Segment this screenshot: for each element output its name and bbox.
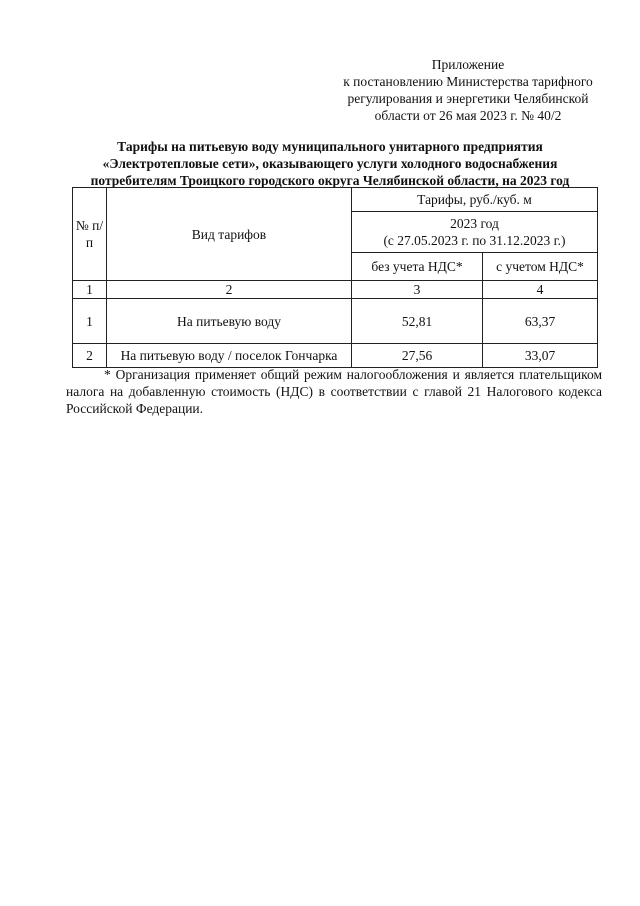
- appendix-line: области от 26 мая 2023 г. № 40/2: [374, 108, 562, 123]
- appendix-line: регулирования и энергетики Челябинской: [347, 91, 589, 106]
- appendix-line: Приложение: [431, 57, 505, 72]
- title-line: Тарифы на питьевую воду муниципального унитарного предприятия: [117, 139, 543, 154]
- row-without-vat: 27,56: [352, 344, 483, 368]
- row-tariff-type: На питьевую воду / поселок Гончарка: [107, 344, 352, 368]
- header-with-vat: с учетом НДС*: [483, 253, 598, 281]
- column-number: 2: [107, 281, 352, 299]
- table-row: [73, 299, 598, 344]
- header-tariff-type: Вид тарифов: [107, 188, 352, 281]
- row-num: 2: [73, 344, 107, 368]
- appendix-header: [330, 56, 606, 124]
- column-number: 1: [73, 281, 107, 299]
- appendix-line: к постановлению Министерства тарифного: [343, 74, 593, 89]
- header-period-cell: [352, 212, 598, 253]
- header-year: 2023 год: [450, 216, 499, 231]
- vat-footnote: * Организация применяет общий режим налогообложения и является плательщиком налога на добавленную стоимость (НДС) в соответствии с главой 21 Налогового кодекса Российской Федерации.: [66, 367, 602, 416]
- header-num: № п/п: [73, 188, 107, 281]
- tariff-table: [72, 187, 598, 368]
- row-with-vat: 33,07: [483, 344, 598, 368]
- document-title: [60, 138, 600, 189]
- header-period: (с 27.05.2023 г. по 31.12.2023 г.): [383, 233, 566, 248]
- title-line: потребителям Троицкого городского округа Челябинской области, на 2023 год: [90, 173, 570, 188]
- row-num: 1: [73, 299, 107, 344]
- column-number-row: [73, 281, 598, 299]
- row-tariff-type: На питьевую воду: [107, 299, 352, 344]
- column-number: 4: [483, 281, 598, 299]
- column-number: 3: [352, 281, 483, 299]
- header-without-vat: без учета НДС*: [352, 253, 483, 281]
- row-without-vat: 52,81: [352, 299, 483, 344]
- header-tariffs: Тарифы, руб./куб. м: [352, 188, 598, 212]
- title-line: «Электротепловые сети», оказывающего услуги холодного водоснабжения: [102, 156, 558, 171]
- table-row: [73, 344, 598, 368]
- row-with-vat: 63,37: [483, 299, 598, 344]
